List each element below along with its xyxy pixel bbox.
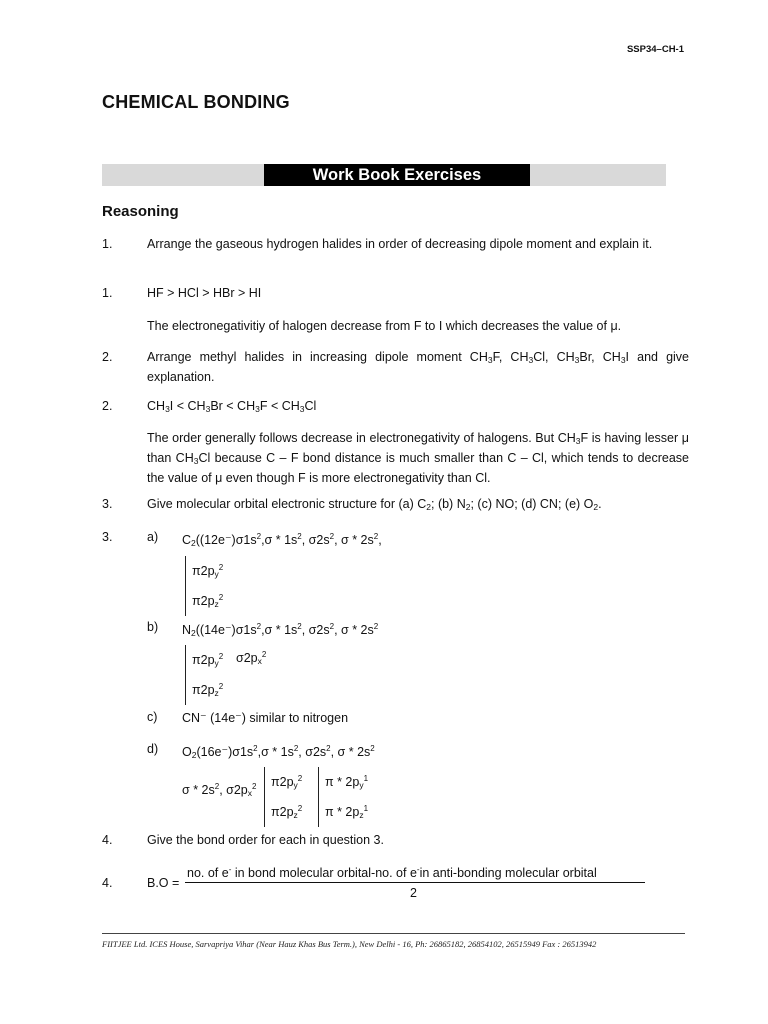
bond-order-numerator: no. of e- in bond molecular orbital-no. of e-in anti-bonding molecular orbital xyxy=(187,865,597,880)
pi-orbital-group: $\pi 2p_y^2$ $\pi 2p_z^2$ xyxy=(185,556,223,616)
page-title: CHEMICAL BONDING xyxy=(102,92,290,112)
answer-text: The electronegativitiy of halogen decrease from F to I which decreases the value of μ. xyxy=(147,319,622,333)
footer-rule xyxy=(102,933,685,934)
fraction-bar xyxy=(185,882,645,883)
cn-note: CN⁻ (14e⁻) similar to nitrogen xyxy=(182,711,349,725)
answer-number: 1. xyxy=(102,286,113,300)
question-text: Arrange methyl halides in increasing dipole moment $CH_3F$, $CH_3Cl$, $CH_3Br$, $CH_3I$ and give explanation. xyxy=(147,350,689,384)
footer-address: FIITJEE Ltd. ICES House, Sarvapriya Vihar (Near Hauz Khas Bus Term.), New Delhi - 16, Ph: 26865182, 26854102, 26515949 Fax : 26513942 xyxy=(102,939,597,949)
banner-bar xyxy=(102,164,666,186)
question-text: Arrange the gaseous hydrogen halides in order of decreasing dipole moment and explain it. xyxy=(147,237,653,251)
answer-number: 2. xyxy=(102,399,113,413)
document-code: SSP34–CH-1 xyxy=(626,44,684,55)
mo-config-o2: $O_2(16e^-)\sigma 1s^2,\sigma * 1s^2$, $\sigma 2s^2$, σ * $2s^2$ xyxy=(182,744,375,760)
question-number: 1. xyxy=(102,237,113,251)
mo-config-c2: $C_2((12e^-)\sigma 1s^2,\sigma * 1s^2$, $\sigma 2s^2$, σ * $2s^2$, xyxy=(182,532,382,548)
pi-orbital-group: $\pi 2p_y^2$ $\pi 2p_z^2$ xyxy=(264,767,302,827)
part-label: d) xyxy=(147,742,159,756)
question-number: 4. xyxy=(102,833,113,847)
bond-order-lhs: B.O = xyxy=(147,876,180,890)
part-label: b) xyxy=(147,620,159,634)
answer-order: HF > HCl > HBr > HI xyxy=(147,286,262,300)
part-label: a) xyxy=(147,530,159,544)
pi-antibonding-group: π * $2p_y^1$ π * $2p_z^1$ xyxy=(318,767,368,827)
pi-orbital-group: $\pi 2p_y^2$ $\pi 2p_z^2$ xyxy=(185,645,223,705)
answer-number: 4. xyxy=(102,876,113,890)
section-heading: Reasoning xyxy=(102,203,179,220)
answer-order: $CH_3I < CH_3Br < CH_3F < CH_3Cl$ xyxy=(147,399,317,414)
answer-number: 3. xyxy=(102,530,113,544)
question-text: Give the bond order for each in question 3. xyxy=(147,833,384,847)
question-text: Give molecular orbital electronic structure for (a) $C_2$; (b) $N_2$; (c) NO; (d) CN; (e) $O_2$. xyxy=(147,497,602,512)
answer-text: The order generally follows decrease in electronegativity of halogens. But $CH_3F$ is having lesser μ than $CH_3Cl$ because C – F bond distance is much smaller than C – Cl, which tends to decrease the value of μ even though F is more electronegativity than Cl. xyxy=(147,431,689,485)
part-label: c) xyxy=(147,710,158,724)
mo-config-n2: $N_2((14e^-)\sigma 1s^2,\sigma * 1s^2$, $\sigma 2s^2$, σ * $2s^2$ xyxy=(182,622,379,638)
question-number: 2. xyxy=(102,350,113,364)
question-number: 3. xyxy=(102,497,113,511)
sigma-orbital: $\sigma 2p_x^2$ xyxy=(236,650,267,666)
banner-title: Work Book Exercises xyxy=(264,164,530,186)
mo-config-o2-continued: σ * $2s^2$, $\sigma 2p_x^2$ xyxy=(182,782,257,798)
bond-order-denominator: 2 xyxy=(410,886,417,900)
